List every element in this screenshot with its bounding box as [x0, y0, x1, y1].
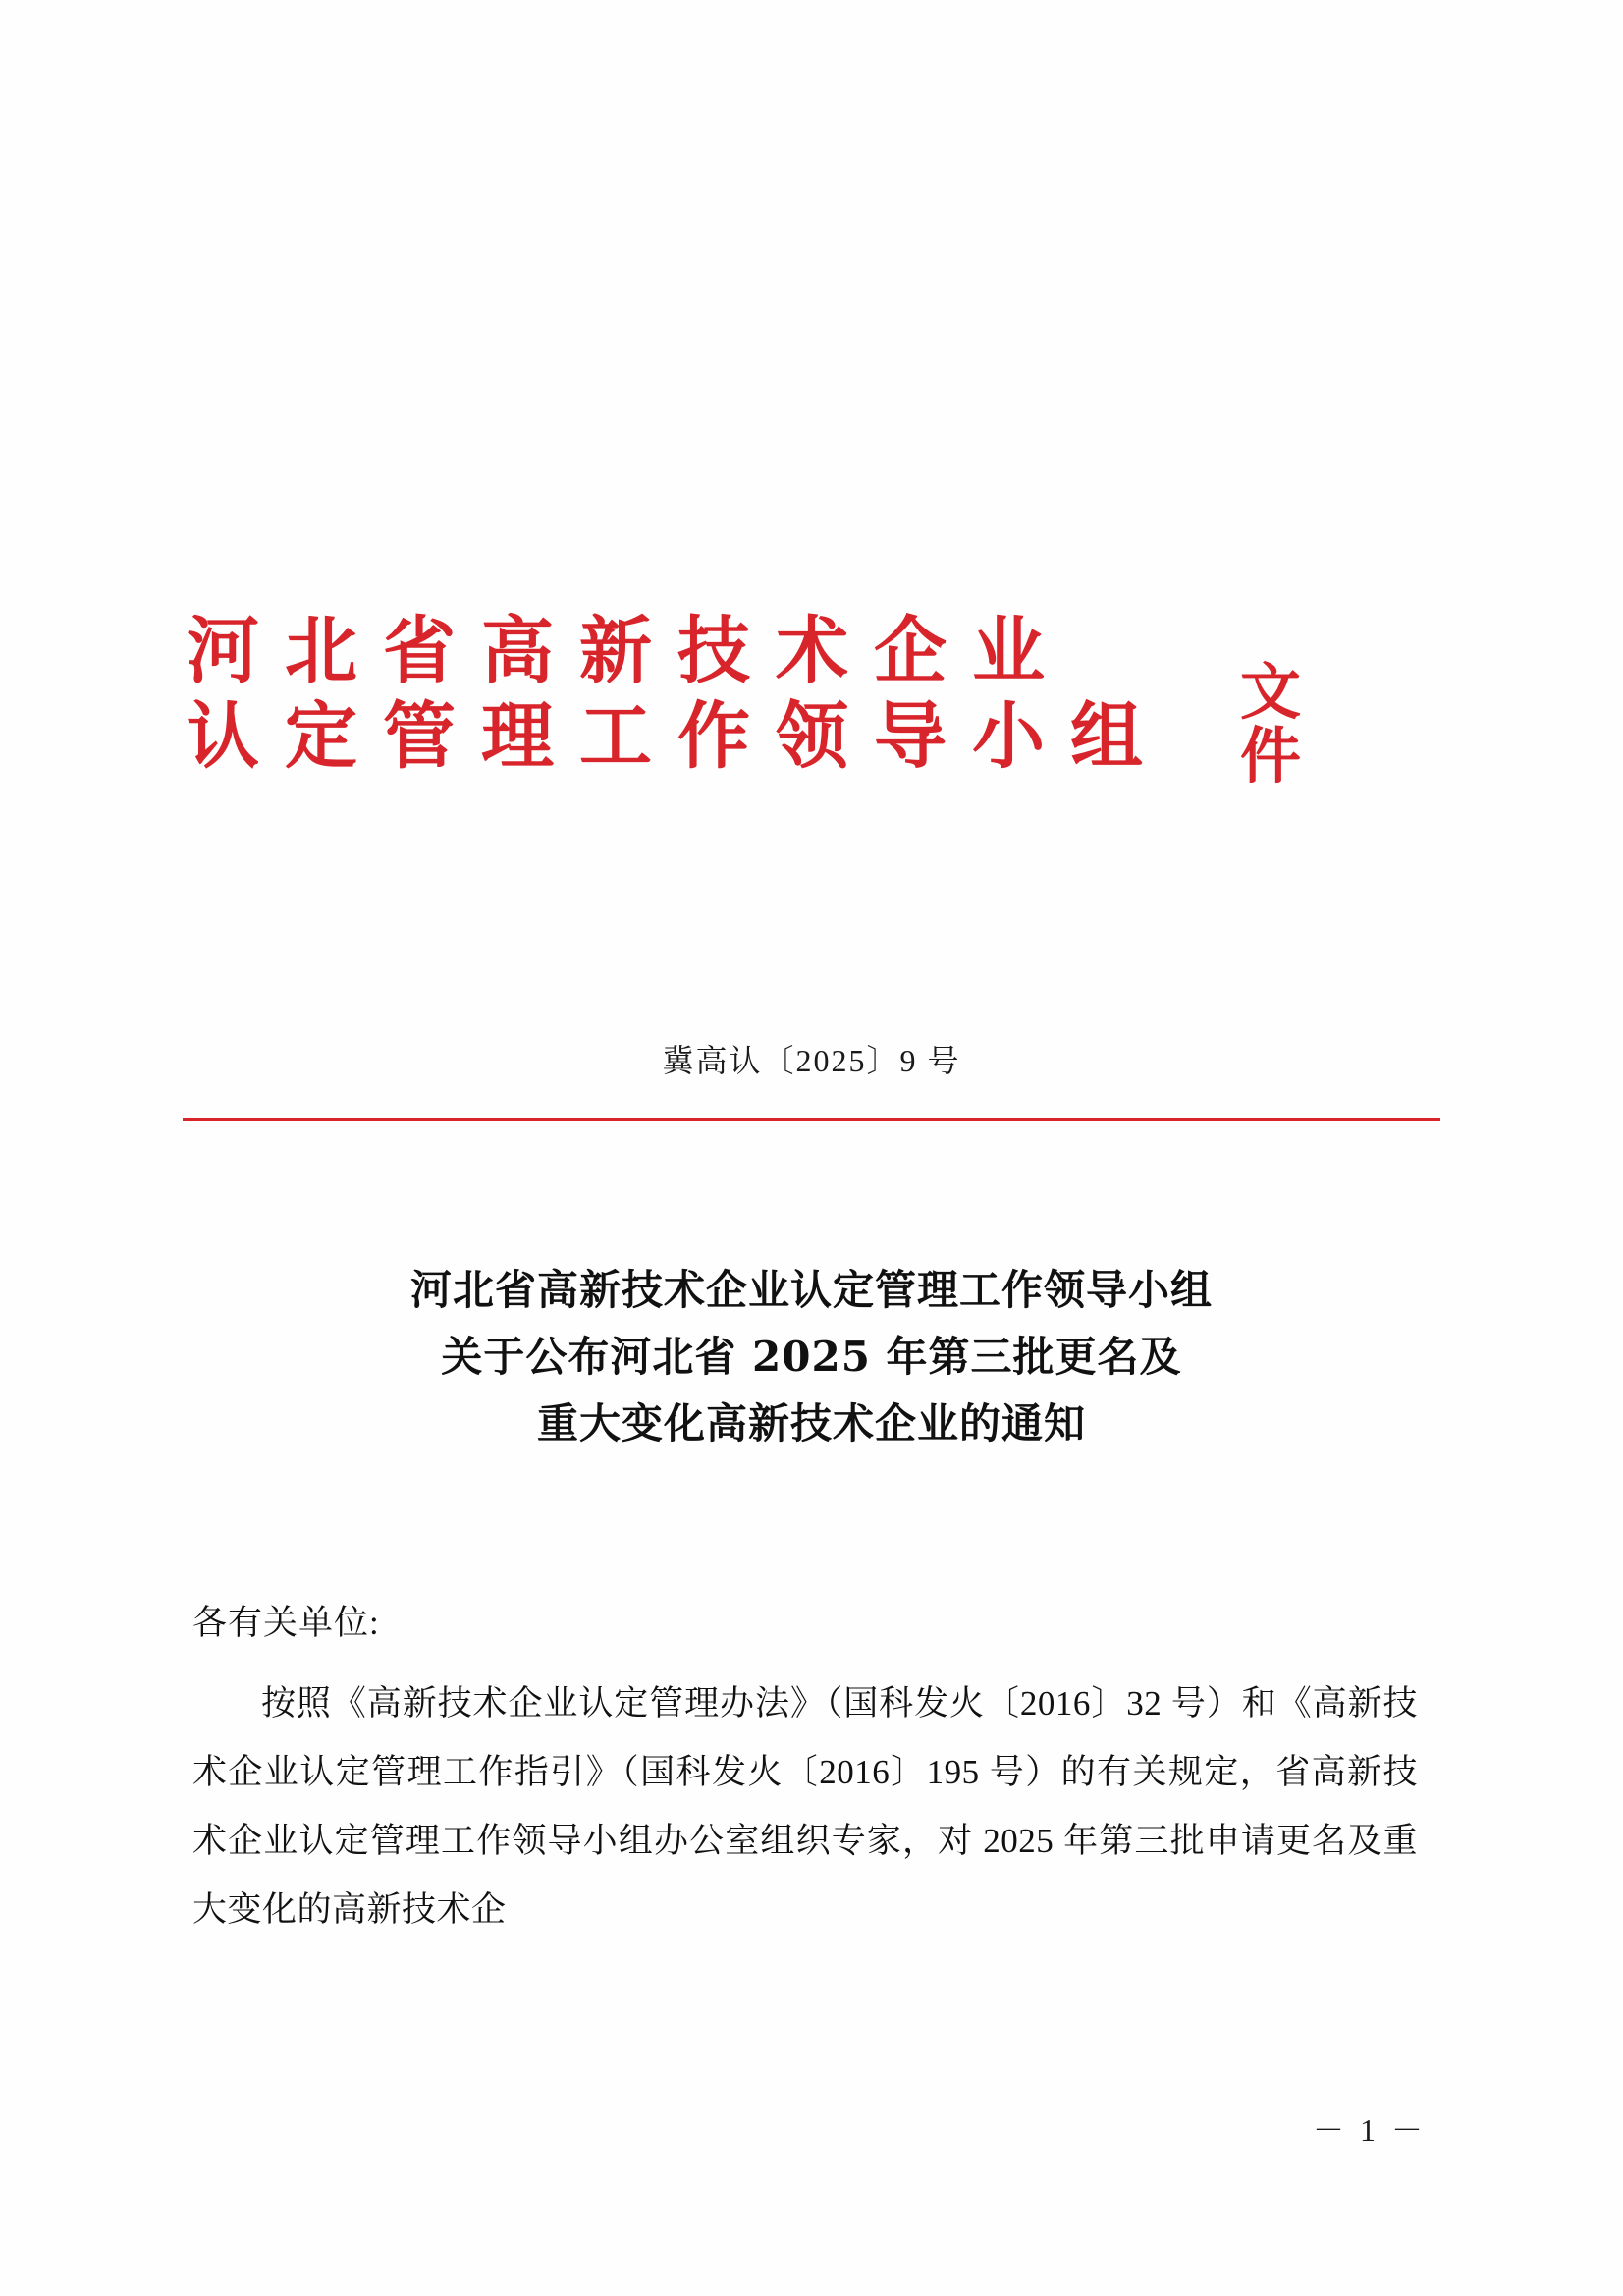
letterhead: [162, 609, 1458, 864]
document-title-line-1: 河北省高新技术企业认定管理工作领导小组: [409, 1266, 1213, 1314]
document-title-line-3: 重大变化高新技术企业的通知: [536, 1399, 1086, 1449]
document-number: 冀高认〔2025〕9 号: [662, 1043, 961, 1078]
document-title-line-2: 关于公布河北省 2025 年第三批更名及: [441, 1333, 1182, 1382]
letterhead-line-1: 河北省高新技术企业: [187, 609, 1070, 693]
page-number: － 1 －: [1312, 2112, 1427, 2148]
body-paragraph: 按照《高新技术企业认定管理办法》（国科发火〔2016〕32 号）和《高新技术企业认定管理工作指引》（国科发火〔2016〕195 号）的有关规定，省高新技术企业认定管理工作领导小组办公室组织专家，对 2025 年第三批申请更名及重大变化的高新技术企: [192, 1684, 1418, 1929]
salutation: 各有关单位:: [192, 1604, 380, 1642]
red-divider-rule: [183, 1118, 1440, 1121]
body-text: [192, 1669, 1418, 1944]
letterhead-wenjian-mark: 文件: [1239, 656, 1307, 793]
document-title: [206, 1257, 1417, 1457]
letterhead-line-2: 认定管理工作领导小组: [187, 694, 1168, 780]
